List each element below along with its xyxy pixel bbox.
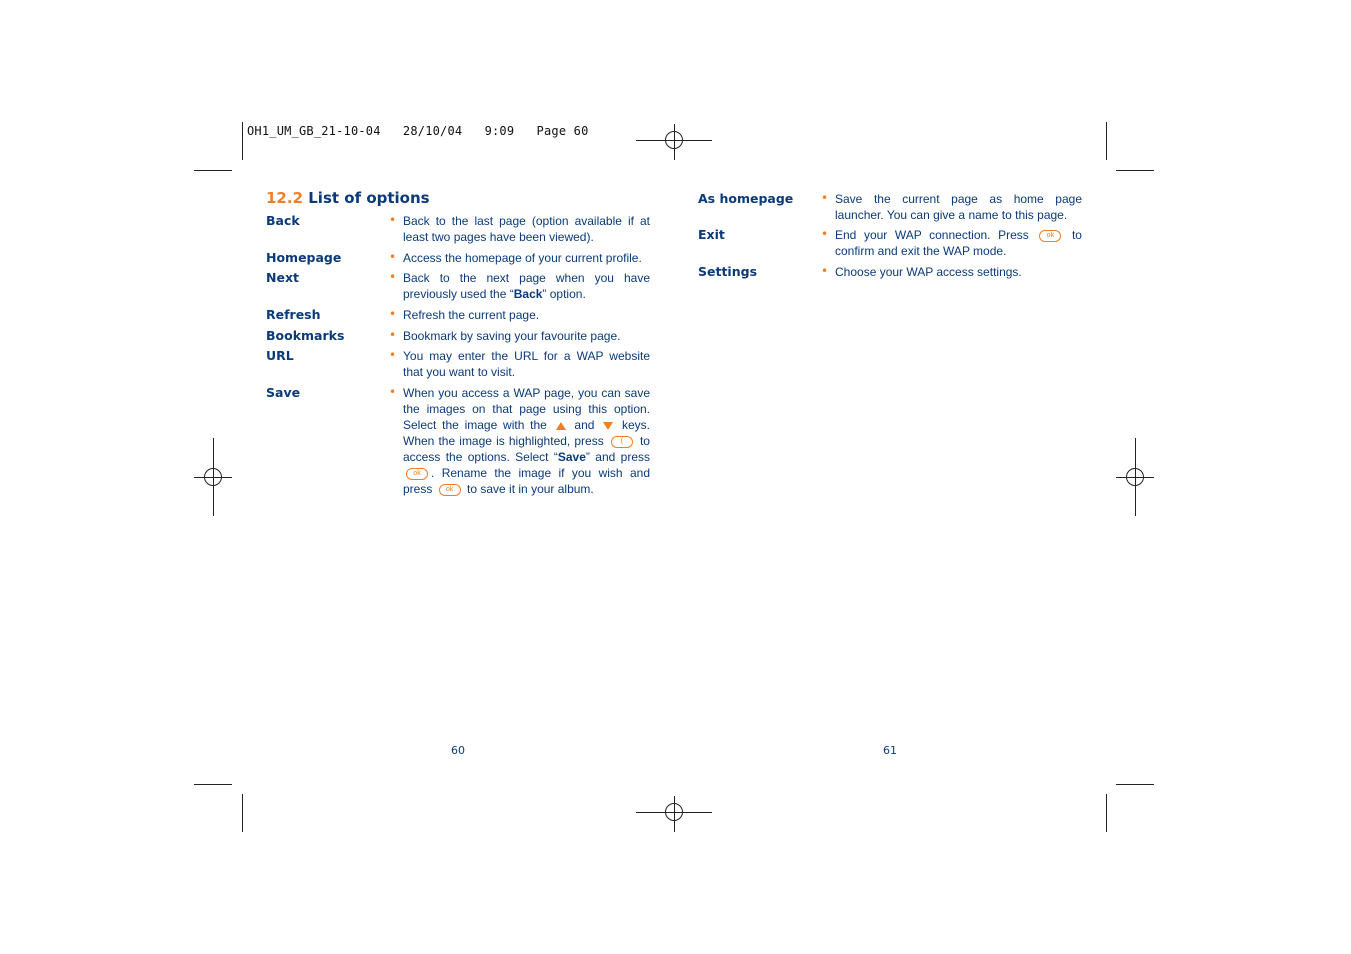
desc-next: Back to the next page when you have previously used the “Back” option. (403, 271, 650, 301)
desc-settings: Choose your WAP access settings. (835, 265, 1022, 279)
ok-key-icon: ok (439, 484, 461, 496)
term-back: Back (266, 213, 300, 228)
term-refresh: Refresh (266, 307, 321, 322)
bullet: • (389, 348, 397, 362)
term-settings: Settings (698, 264, 758, 279)
menu-key-icon: ( (611, 436, 633, 448)
section-heading: List of options (308, 189, 430, 207)
section-number: 12.2 (266, 189, 304, 207)
desc-back: Back to the last page (option available if at least two pages have been viewed). (403, 214, 650, 244)
bullet: • (389, 385, 397, 399)
crop-mark (242, 122, 243, 160)
desc-as-homepage: Save the current page as home page launcher. You can give a name to this page. (835, 192, 1082, 222)
term-save: Save (266, 385, 301, 400)
term-url: URL (266, 348, 294, 363)
printer-slug: OH1_UM_GB_21-10-04 28/10/04 9:09 Page 60 (247, 124, 589, 138)
up-arrow-key-icon (556, 422, 566, 430)
crop-mark (194, 170, 232, 171)
crop-mark (1116, 784, 1154, 785)
term-homepage: Homepage (266, 250, 342, 265)
crop-mark (1106, 794, 1107, 832)
ok-key-icon: ok (1039, 230, 1061, 242)
page-number-left: 60 (451, 744, 465, 757)
crop-mark (194, 784, 232, 785)
bullet: • (389, 328, 397, 342)
desc-save: When you access a WAP page, you can save the images on that page using this option. Select the image with the and keys. When the image is highlighted, press ( to access the options. Select “Save” and press ok . Rename the image if you wish and press ok to save it in your album. (403, 386, 650, 496)
desc-url: You may enter the URL for a WAP website that you want to visit. (403, 349, 650, 379)
page-number-right: 61 (883, 744, 897, 757)
term-bookmarks: Bookmarks (266, 328, 345, 343)
bullet: • (821, 227, 829, 241)
crop-mark (1106, 122, 1107, 160)
desc-homepage: Access the homepage of your current profile. (403, 251, 642, 265)
desc-exit: End your WAP connection. Press ok to confirm and exit the WAP mode. (835, 228, 1082, 258)
desc-bookmarks: Bookmark by saving your favourite page. (403, 329, 621, 343)
desc-refresh: Refresh the current page. (403, 308, 540, 322)
section-title (266, 189, 430, 207)
term-as-homepage: As homepage (698, 191, 794, 206)
ok-key-icon: ok (406, 468, 428, 480)
bullet: • (821, 191, 829, 205)
crop-mark (1116, 170, 1154, 171)
term-next: Next (266, 270, 299, 285)
bullet: • (389, 270, 397, 284)
bullet: • (389, 307, 397, 321)
bullet: • (821, 264, 829, 278)
term-exit: Exit (698, 227, 725, 242)
bullet: • (389, 213, 397, 227)
bullet: • (389, 250, 397, 264)
down-arrow-key-icon (603, 422, 613, 430)
crop-mark (242, 794, 243, 832)
